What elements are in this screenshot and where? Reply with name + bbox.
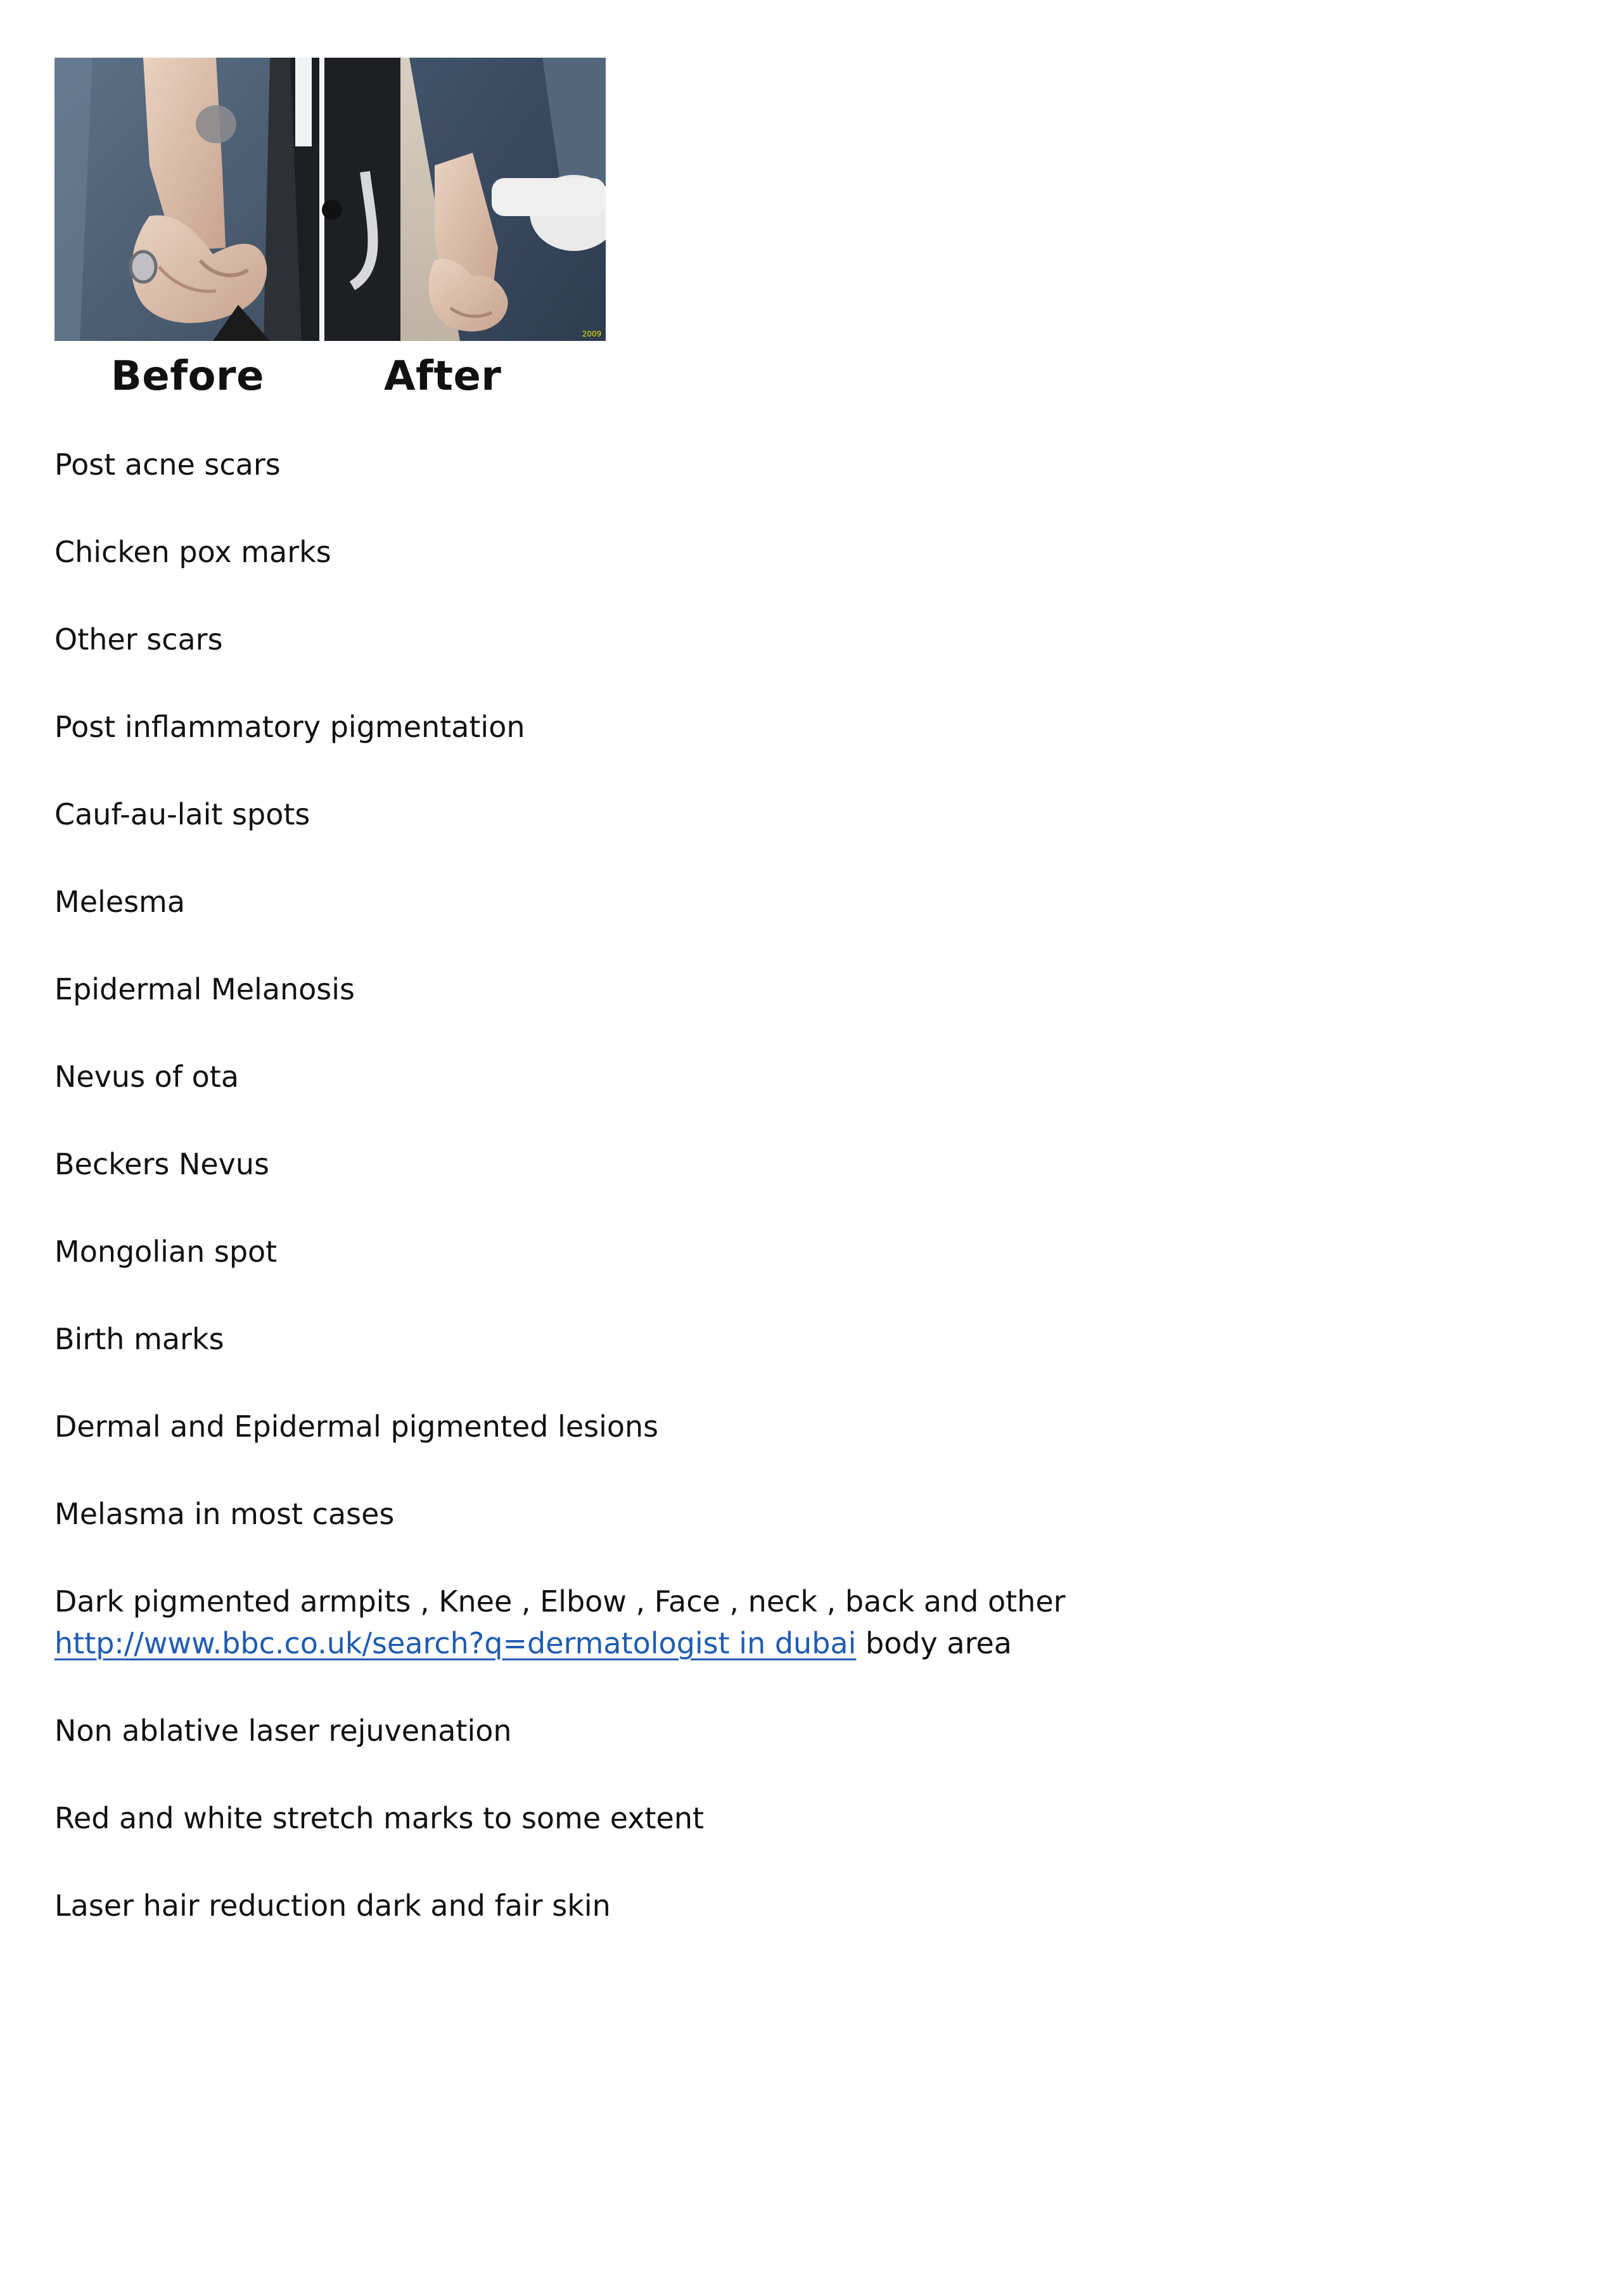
photo-watermark: 2009 [582,330,602,338]
after-photo-half [322,58,606,341]
pigmented-areas-text: Dark pigmented armpits , Knee , Elbow , Face , neck , back and other [54,1584,1066,1619]
list-item: Red and white stretch marks to some extent [54,1801,705,1835]
list-item: Melasma in most cases [54,1497,395,1531]
list-item: Nevus of ota [54,1060,239,1094]
list-item: Melesma [54,885,186,919]
list-item: Post acne scars [54,447,281,482]
list-item: Birth marks [54,1322,224,1356]
before-after-illustration [54,58,606,341]
after-caption: After [384,353,502,400]
list-item: Mongolian spot [54,1235,278,1269]
conditions-list [54,444,1512,1972]
list-item: Chicken pox marks [54,535,331,569]
before-caption: Before [111,353,264,400]
dermatologist-search-link[interactable]: http://www.bbc.co.uk/search?q=dermatologist in dubai [54,1626,857,1660]
list-item: Non ablative laser rejuvenation [54,1714,512,1748]
pigmented-areas-item [54,1581,1512,1664]
list-item: Beckers Nevus [54,1147,270,1181]
list-item: Other scars [54,622,223,657]
list-item: Laser hair reduction dark and fair skin [54,1889,611,1923]
list-item: Epidermal Melanosis [54,972,355,1006]
list-item: Dermal and Epidermal pigmented lesions [54,1409,659,1444]
before-after-photo [54,58,606,341]
list-item: Post inflammatory pigmentation [54,710,525,744]
before-photo-half [54,58,319,341]
list-item: Cauf-au-lait spots [54,797,310,831]
body-area-text: body area [865,1626,1012,1660]
